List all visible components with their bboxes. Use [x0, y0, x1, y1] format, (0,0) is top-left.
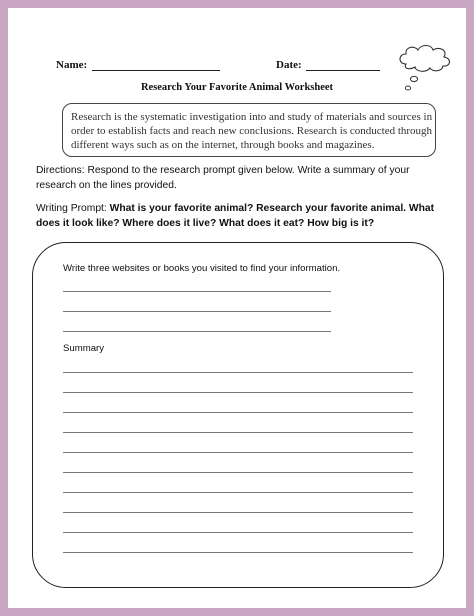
worksheet-title: Research Your Favorite Animal Worksheet [140, 82, 334, 93]
summary-line-9[interactable] [63, 532, 413, 533]
name-label: Name: [56, 59, 88, 71]
websites-label: Write three websites or books you visited to find your information. [63, 263, 341, 274]
website-line-3[interactable] [63, 331, 331, 332]
worksheet-page [8, 8, 466, 608]
summary-line-1[interactable] [63, 372, 413, 373]
summary-line-8[interactable] [63, 512, 413, 513]
summary-line-7[interactable] [63, 492, 413, 493]
summary-line-3[interactable] [63, 412, 413, 413]
thought-cloud-icon [394, 42, 458, 104]
summary-label: Summary [63, 343, 105, 354]
answer-box [32, 242, 444, 588]
directions-text: Directions: Respond to the research prompt given below. Write a summary of your research on the lines provided. [36, 165, 410, 191]
date-field[interactable] [306, 70, 380, 71]
summary-line-4[interactable] [63, 432, 413, 433]
writing-prompt [36, 201, 446, 231]
summary-line-5[interactable] [63, 452, 413, 453]
date-label: Date: [276, 59, 302, 71]
summary-line-10[interactable] [63, 552, 413, 553]
summary-line-6[interactable] [63, 472, 413, 473]
website-line-2[interactable] [63, 311, 331, 312]
prompt-question: What is your favorite animal? Research your favorite animal. What does it look like? Where does it live? What does it eat? How big is it? [36, 203, 435, 229]
definition-box: Research is the systematic investigation into and study of materials and sources in order to establish facts and reach new conclusions. Research is conducted through different ways such as on the internet, through books and magazines. [62, 103, 436, 157]
name-field[interactable] [92, 70, 220, 71]
summary-line-2[interactable] [63, 392, 413, 393]
website-line-1[interactable] [63, 291, 331, 292]
prompt-label: Writing Prompt: [36, 203, 110, 214]
